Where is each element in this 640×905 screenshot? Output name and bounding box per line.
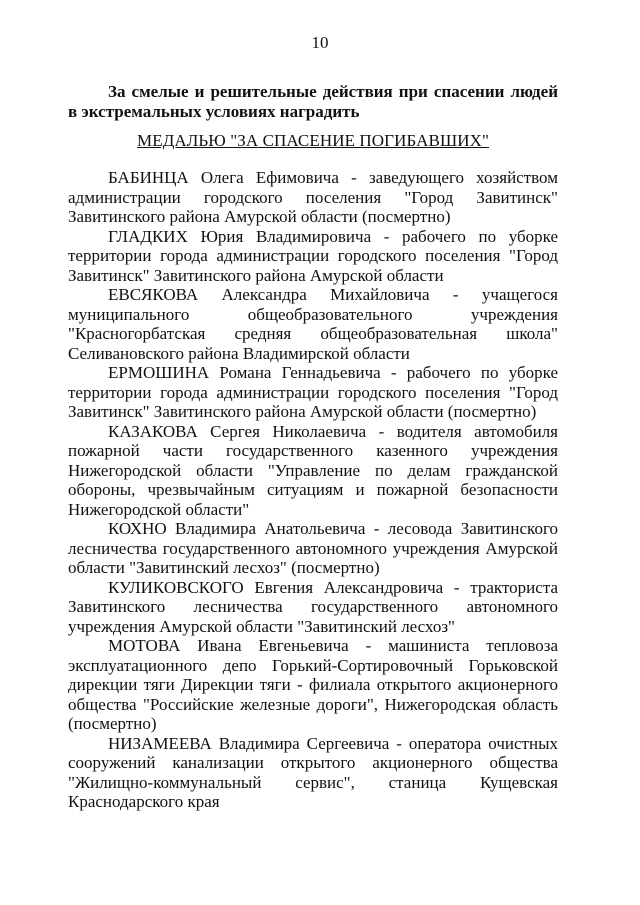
awardee-entry: БАБИНЦА Олега Ефимовича - заведующего хозяйством администрации городского поселения "Город Завитинск" Завитинского района Амурской области (посмертно): [68, 168, 558, 226]
awardee-entry: МОТОВА Ивана Евгеньевича - машиниста тепловоза эксплуатационного депо Горький-Сортировочный Горьковской дирекции тяги Дирекции тяги - филиала открытого акционерного общества "Российские железные дороги", Нижегородская область (посмертно): [68, 636, 558, 733]
awardee-entry: ЕВСЯКОВА Александра Михайловича - учащегося муниципального общеобразовательного учреждения "Красногорбатская средняя общеобразовательная школа" Селивановского района Владимирской области: [68, 285, 558, 363]
awardee-entry: ЕРМОШИНА Романа Геннадьевича - рабочего по уборке территории города администрации городского поселения "Город Завитинск" Завитинского района Амурской области (посмертно): [68, 363, 558, 421]
page-number: 10: [311, 33, 329, 52]
intro-text: За смелые и решительные действия при спасении людей в экстремальных условиях наградить: [68, 82, 558, 121]
awardee-list: [68, 168, 558, 812]
awardee-entry: КУЛИКОВСКОГО Евгения Александровича - тракториста Завитинского лесничества государственного автономного учреждения Амурской области "Завитинский лесхоз": [68, 577, 558, 636]
awardee-entry: КАЗАКОВА Сергея Николаевича - водителя автомобиля пожарной части государственного казенного учреждения Нижегородской области "Управление по делам гражданской обороны, чрезвычайным ситуациям и пожарной безопасности Нижегородской области": [68, 421, 558, 519]
awardee-entry: КОХНО Владимира Анатольевича - лесовода Завитинского лесничества государственного автономного учреждения Амурской области "Завитинский лесхоз" (посмертно): [68, 519, 558, 577]
awardee-entry: ГЛАДКИХ Юрия Владимировича - рабочего по уборке территории города администрации городского поселения "Город Завитинск" Завитинского района Амурской области: [68, 226, 558, 285]
awardee-entry: НИЗАМЕЕВА Владимира Сергеевича - оператора очистных сооружений канализации открытого акционерного общества "Жилищно-коммунальный сервис", станица Кущевская Краснодарского края: [68, 733, 558, 811]
award-title: МЕДАЛЬЮ "ЗА СПАСЕНИЕ ПОГИБАВШИХ": [137, 131, 489, 150]
